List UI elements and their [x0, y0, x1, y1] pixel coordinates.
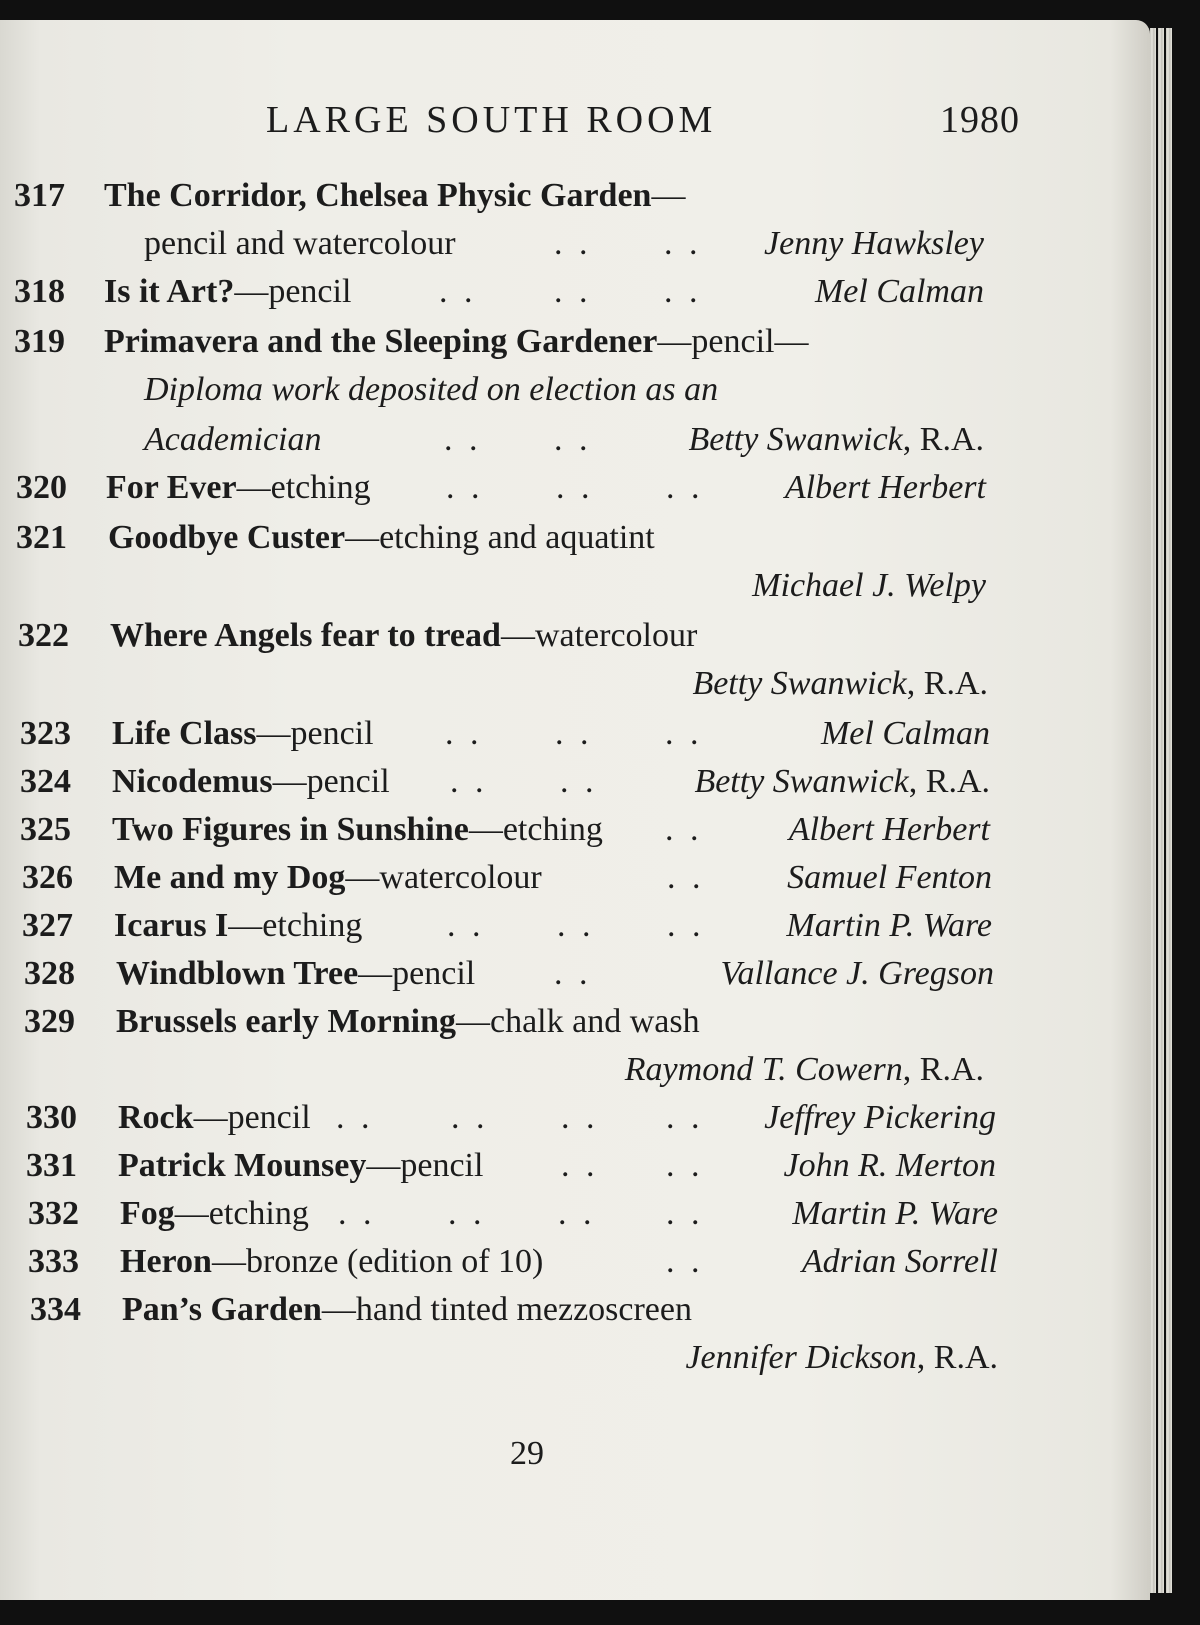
- entry-text: [122, 1286, 692, 1334]
- leader-dots: . .: [338, 1195, 376, 1232]
- leader-dots: . .: [667, 907, 705, 944]
- leader-dots: . .: [556, 469, 594, 506]
- page-number: 29: [510, 1435, 544, 1472]
- leader-dots: . .: [336, 1099, 374, 1136]
- leader-dots: . .: [666, 1099, 704, 1136]
- work-title: Primavera and the Sleeping Gardener: [104, 323, 658, 360]
- entry-line: [30, 1286, 1030, 1334]
- running-header: [0, 80, 1150, 140]
- work-title: Heron: [120, 1243, 212, 1280]
- entry-line: [20, 758, 1020, 806]
- entry-number: 325: [20, 811, 71, 848]
- work-title: Windblown Tree: [116, 955, 359, 992]
- work-medium: —pencil: [366, 1147, 484, 1184]
- work-title: Is it Art?: [104, 273, 235, 310]
- entry-text: [114, 854, 542, 902]
- work-medium: —hand tinted mezzoscreen: [321, 1291, 692, 1328]
- artist-name: Betty Swanwick, R.A.: [692, 665, 988, 702]
- work-medium: —watercolour: [345, 859, 542, 896]
- work-title: The Corridor, Chelsea Physic Garden: [104, 177, 652, 214]
- work-medium: —: [651, 177, 686, 214]
- leader-dots: . .: [667, 859, 705, 896]
- entry-text: [116, 998, 700, 1046]
- entry-text: [104, 318, 808, 366]
- work-title: Patrick Mounsey: [118, 1147, 367, 1184]
- artist-name: Jeffrey Pickering: [764, 1099, 996, 1136]
- work-medium: —watercolour: [500, 617, 698, 654]
- work-title: Two Figures in Sunshine: [112, 811, 469, 848]
- work-medium: —etching: [228, 907, 363, 944]
- entry-line: [24, 950, 1024, 998]
- leader-dots: . .: [447, 907, 485, 944]
- entry-line: [14, 416, 1014, 464]
- work-medium: —etching: [236, 469, 371, 506]
- leader-dots: . .: [446, 469, 484, 506]
- leader-dots: . .: [665, 715, 703, 752]
- entry-number: 330: [26, 1099, 77, 1136]
- entry-number: 334: [30, 1291, 81, 1328]
- work-title: Where Angels fear to tread: [110, 617, 501, 654]
- work-medium: —etching: [174, 1195, 309, 1232]
- entry-text: [120, 1238, 543, 1286]
- entry-line: [22, 902, 1022, 950]
- entry-number: 320: [16, 469, 67, 506]
- work-title: Pan’s Garden: [122, 1291, 322, 1328]
- artist-name: Samuel Fenton: [787, 859, 992, 896]
- leader-dots: . .: [439, 273, 477, 310]
- work-title: Goodbye Custer: [108, 519, 346, 556]
- entry-line: [26, 1094, 1026, 1142]
- entry-line: [24, 1046, 1024, 1094]
- entry-text: [110, 612, 697, 660]
- work-medium: —etching: [468, 811, 603, 848]
- entry-text: [120, 1190, 309, 1238]
- artist-name: Albert Herbert: [788, 811, 990, 848]
- entry-text: [112, 806, 603, 854]
- entry-text: [118, 1142, 483, 1190]
- leader-dots: . .: [554, 225, 592, 262]
- artist-name: Betty Swanwick, R.A.: [688, 421, 984, 458]
- entry-line: [22, 854, 1022, 902]
- leader-dots: . .: [554, 955, 592, 992]
- entry-line: [28, 1238, 1028, 1286]
- entry-text: [106, 464, 371, 512]
- artist-name: Albert Herbert: [784, 469, 986, 506]
- leader-dots: . .: [666, 1195, 704, 1232]
- entry-line: [26, 1142, 1026, 1190]
- entry-text: [108, 514, 655, 562]
- leader-dots: . .: [451, 1099, 489, 1136]
- entry-line: [14, 220, 1014, 268]
- work-medium: —pencil: [272, 763, 390, 800]
- entry-line: [14, 366, 1014, 414]
- leader-dots: . .: [555, 715, 593, 752]
- entry-line: [30, 1334, 1030, 1382]
- work-title: Brussels early Morning: [116, 1003, 456, 1040]
- work-medium: —chalk and wash: [455, 1003, 700, 1040]
- artist-name: Jenny Hawksley: [764, 225, 984, 262]
- artist-name: Martin P. Ware: [792, 1195, 998, 1232]
- work-title: Life Class: [112, 715, 257, 752]
- leader-dots: . .: [666, 1243, 704, 1280]
- artist-name: Raymond T. Cowern, R.A.: [624, 1051, 984, 1088]
- entry-number: 321: [16, 519, 67, 556]
- work-medium: —pencil: [193, 1099, 311, 1136]
- entry-line: [14, 268, 1014, 316]
- work-title: Icarus I: [114, 907, 229, 944]
- entry-text: [104, 172, 685, 220]
- leader-dots: . .: [558, 1195, 596, 1232]
- entry-line: [20, 710, 1020, 758]
- work-medium: —bronze (edition of 10): [211, 1243, 544, 1280]
- work-medium: —etching and aquatint: [345, 519, 655, 556]
- work-medium: —pencil: [234, 273, 352, 310]
- entry-text: [112, 710, 374, 758]
- entry-number: 318: [14, 273, 65, 310]
- leader-dots: . .: [448, 1195, 486, 1232]
- entry-text: [116, 950, 475, 998]
- artist-name: Mel Calman: [814, 273, 984, 310]
- page-edge: [1158, 28, 1164, 1593]
- leader-dots: . .: [664, 225, 702, 262]
- leader-dots: . .: [561, 1099, 599, 1136]
- work-medium: pencil and watercolour: [144, 225, 456, 262]
- entry-number: 326: [22, 859, 73, 896]
- entry-number: 329: [24, 1003, 75, 1040]
- entry-line: [14, 172, 1014, 220]
- leader-dots: . .: [560, 763, 598, 800]
- leader-dots: . .: [554, 421, 592, 458]
- entry-number: 328: [24, 955, 75, 992]
- entry-line: [16, 514, 1016, 562]
- entry-number: 317: [14, 177, 65, 214]
- work-title: For Ever: [106, 469, 237, 506]
- leader-dots: . .: [445, 715, 483, 752]
- work-title: Fog: [120, 1195, 175, 1232]
- artist-name: Betty Swanwick, R.A.: [694, 763, 990, 800]
- artist-name: Martin P. Ware: [786, 907, 992, 944]
- page-edge: [1150, 28, 1156, 1593]
- work-medium: —pencil: [358, 955, 476, 992]
- entry-line: [16, 562, 1016, 610]
- leader-dots: . .: [664, 273, 702, 310]
- diploma-note: Academician: [144, 421, 322, 458]
- leader-dots: . .: [554, 273, 592, 310]
- entry-line: [16, 464, 1016, 512]
- work-title: Me and my Dog: [114, 859, 346, 896]
- entry-text: [104, 268, 351, 316]
- entry-number: 324: [20, 763, 71, 800]
- leader-dots: . .: [557, 907, 595, 944]
- work-medium: —pencil: [256, 715, 374, 752]
- artist-name: Adrian Sorrell: [801, 1243, 998, 1280]
- entry-number: 323: [20, 715, 71, 752]
- entry-number: 322: [18, 617, 69, 654]
- work-title: Rock: [118, 1099, 194, 1136]
- entry-line: [14, 318, 1014, 366]
- artist-name: Michael J. Welpy: [752, 567, 986, 604]
- entry-number: 319: [14, 323, 65, 360]
- leader-dots: . .: [666, 1147, 704, 1184]
- entry-line: [28, 1190, 1028, 1238]
- entry-number: 332: [28, 1195, 79, 1232]
- entry-line: [18, 612, 1018, 660]
- entry-number: 331: [26, 1147, 77, 1184]
- entry-number: 327: [22, 907, 73, 944]
- artist-name: Jennifer Dickson, R.A.: [685, 1339, 998, 1376]
- work-title: Nicodemus: [112, 763, 273, 800]
- leader-dots: . .: [444, 421, 482, 458]
- page-edge: [1166, 28, 1172, 1593]
- entry-number: 333: [28, 1243, 79, 1280]
- year: 1980: [940, 99, 1020, 141]
- leader-dots: . .: [665, 811, 703, 848]
- entry-line: [20, 806, 1020, 854]
- room-title: LARGE SOUTH ROOM: [266, 99, 717, 141]
- entry-text: [114, 902, 362, 950]
- leader-dots: . .: [450, 763, 488, 800]
- entry-text: [118, 1094, 311, 1142]
- leader-dots: . .: [666, 469, 704, 506]
- diploma-note: Diploma work deposited on election as an: [144, 371, 719, 408]
- artist-name: Vallance J. Gregson: [720, 955, 994, 992]
- artist-name: Mel Calman: [820, 715, 990, 752]
- entry-line: [18, 660, 1018, 708]
- entry-line: [24, 998, 1024, 1046]
- artist-name: John R. Merton: [783, 1147, 996, 1184]
- leader-dots: . .: [561, 1147, 599, 1184]
- entry-text: [112, 758, 390, 806]
- work-medium: —pencil—: [657, 323, 809, 360]
